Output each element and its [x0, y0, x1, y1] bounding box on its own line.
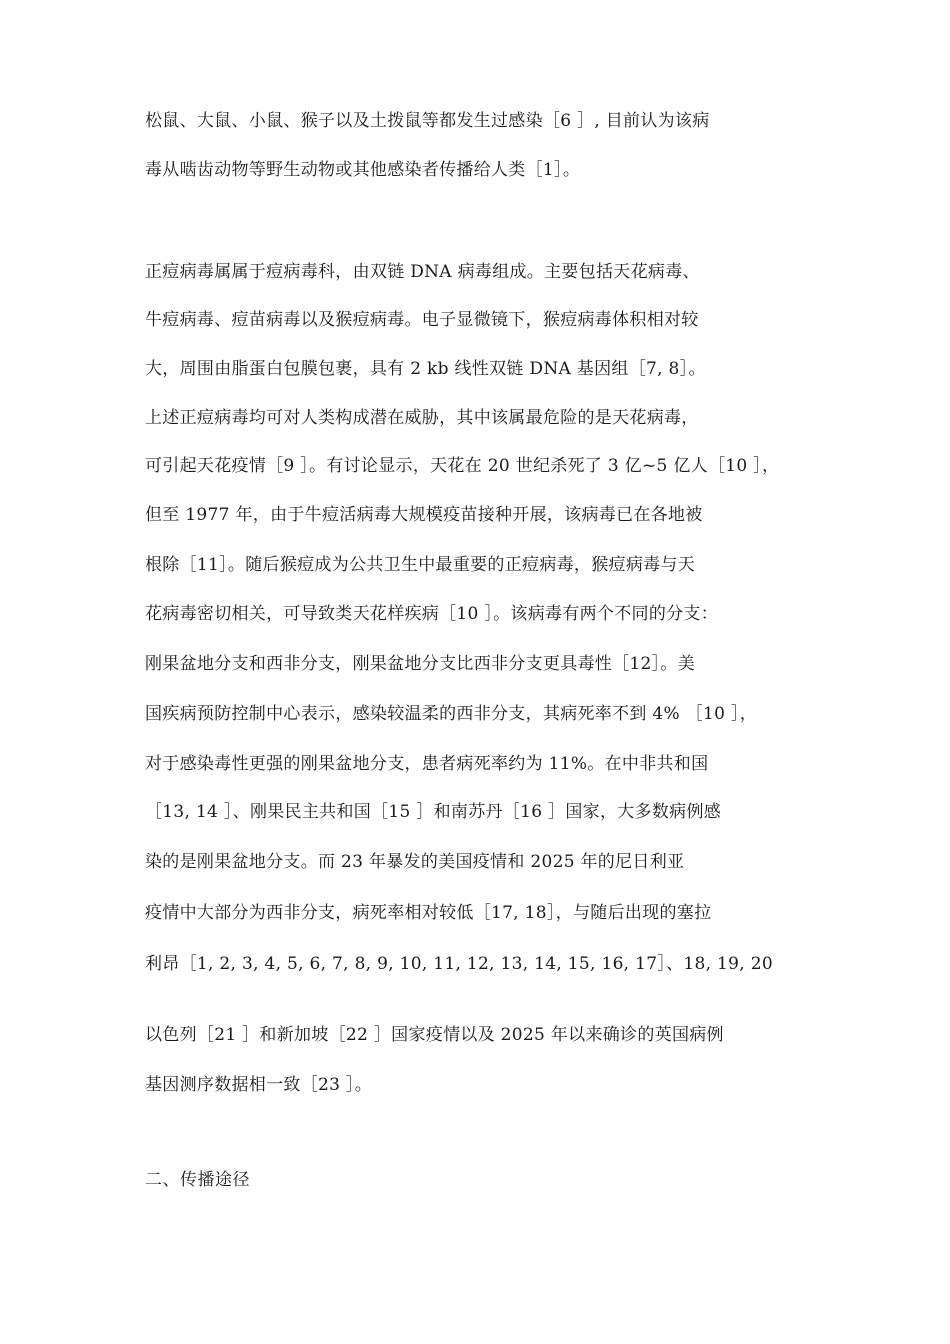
paragraph-line: 利昂［1, 2, 3, 4, 5, 6, 7, 8, 9, 10, 11, 12, 13, 14, 15, 16, 17］、18, 19, 20 — [145, 954, 773, 974]
paragraph-line: 国疾病预防控制中心表示，感染较温柔的西非分支，其病死率不到 4% ［10 ］， — [145, 704, 758, 724]
paragraph-line: 毒从啮齿动物等野生动物或其他感染者传播给人类［1］。 — [145, 160, 581, 180]
paragraph-line: 上述正痘病毒均可对人类构成潜在威胁，其中该属最危险的是天花病毒， — [145, 408, 699, 428]
paragraph-line: 松鼠、大鼠、小鼠、猴子以及土拨鼠等都发生过感染［6 ］, 目前认为该病 — [145, 111, 710, 131]
paragraph-line: 大，周围由脂蛋白包膜包裹，具有 2 kb 线性双链 DNA 基因组［7, 8］。 — [145, 359, 706, 379]
paragraph-line: 花病毒密切相关，可导致类天花样疾病［10 ］。该病毒有两个不同的分支： — [145, 604, 719, 624]
paragraph-line: 可引起天花疫情［9 ］。有讨论显示，天花在 20 世纪杀死了 3 亿~5 亿人［10 ］， — [145, 456, 780, 476]
paragraph-line: 根除［11］。随后猴痘成为公共卫生中最重要的正痘病毒，猴痘病毒与天 — [145, 555, 696, 575]
paragraph-line: 对于感染毒性更强的刚果盆地分支，患者病死率约为 11%。在中非共和国 — [145, 754, 709, 774]
paragraph-line: 牛痘病毒、痘苗病毒以及猴痘病毒。电子显微镜下，猴痘病毒体积相对较 — [145, 310, 699, 330]
paragraph-line: 但至 1977 年，由于牛痘活病毒大规模疫苗接种开展，该病毒已在各地被 — [145, 505, 703, 525]
paragraph-line: 基因测序数据相一致［23 ］。 — [145, 1075, 373, 1095]
paragraph-line: 正痘病毒属属于痘病毒科，由双链 DNA 病毒组成。主要包括天花病毒、 — [145, 262, 700, 282]
paragraph-line: 以色列［21 ］和新加坡［22 ］国家疫情以及 2025 年以来确诊的英国病例 — [145, 1025, 724, 1045]
paragraph-line: 染的是刚果盆地分支。而 23 年暴发的美国疫情和 2025 年的尼日利亚 — [145, 852, 685, 872]
section-heading: 二、传播途径 — [145, 1170, 250, 1190]
paragraph-line: 疫情中大部分为西非分支，病死率相对较低［17, 18］，与随后出现的塞拉 — [145, 903, 712, 923]
paragraph-line: 刚果盆地分支和西非分支，刚果盆地分支比西非分支更具毒性［12］。美 — [145, 654, 696, 674]
paragraph-line: ［13, 14 ］、刚果民主共和国［15 ］和南苏丹［16 ］国家，大多数病例感 — [145, 802, 722, 822]
